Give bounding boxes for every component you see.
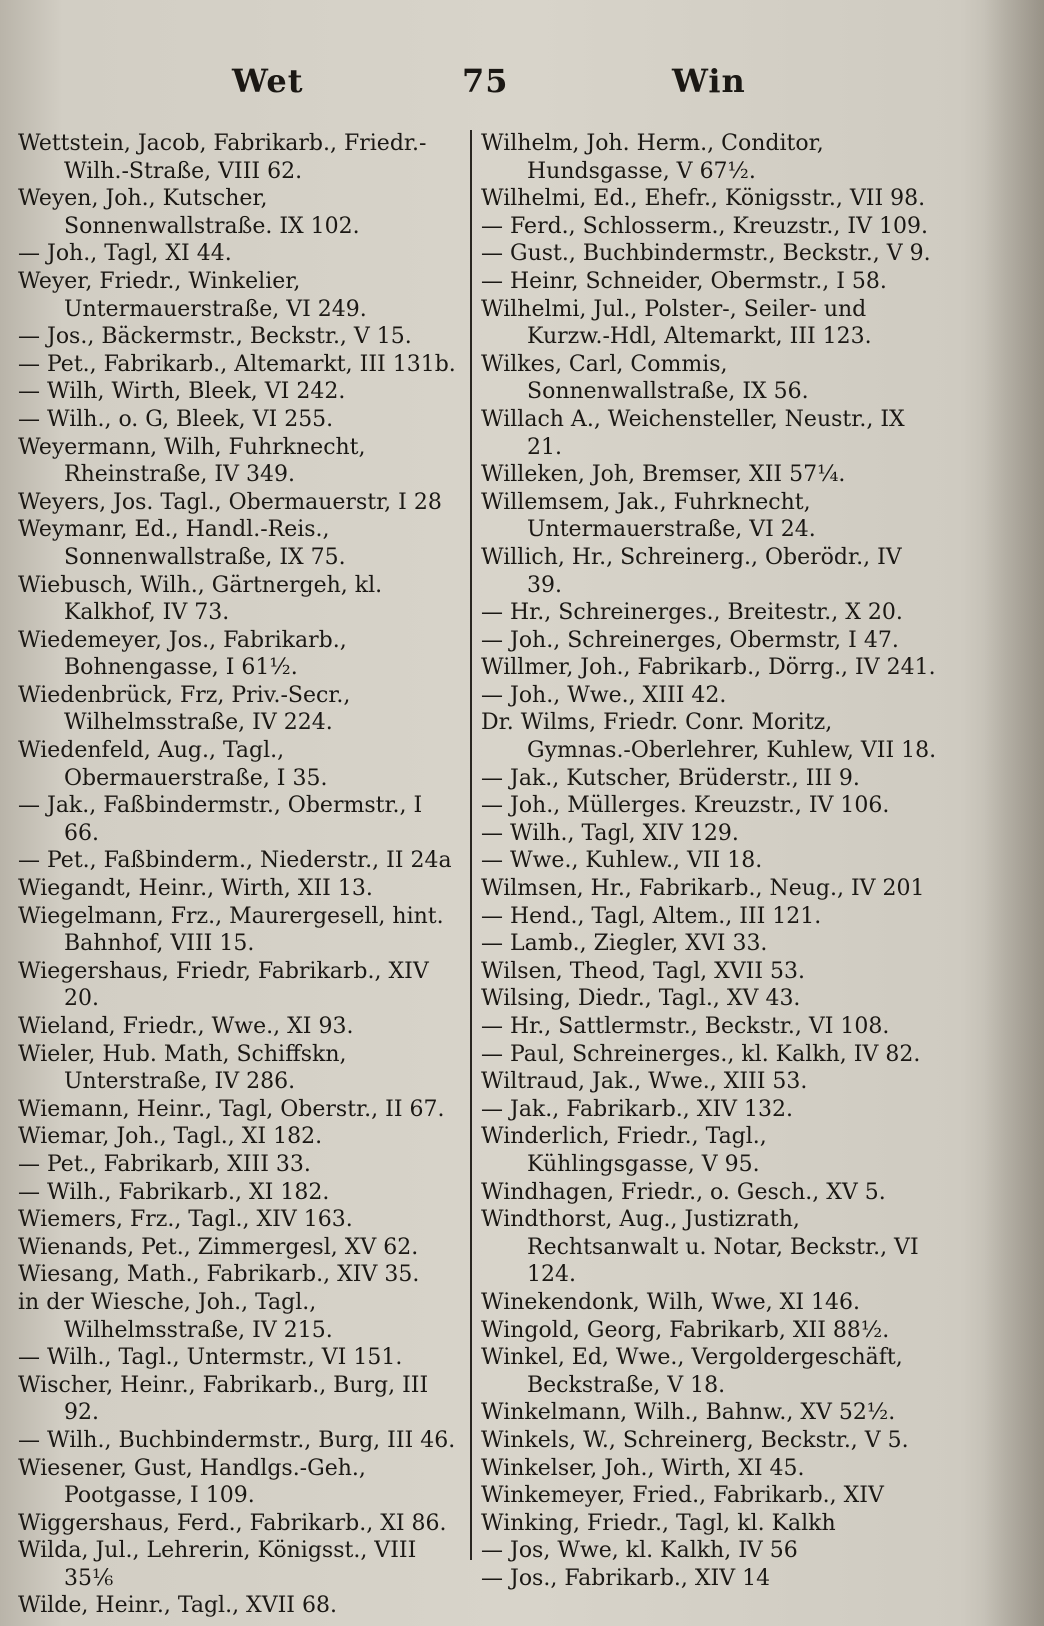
directory-entry: — Jos, Wwe, kl. Kalkh, IV 56	[481, 1538, 798, 1564]
directory-entry: Wilsing, Diedr., Tagl., XV 43.	[481, 986, 801, 1012]
directory-entry: Wiesener, Gust, Handlgs.-Geh., Pootgasse, I 109.	[18, 1455, 366, 1509]
directory-entry: Wilde, Heinr., Tagl., XVII 68.	[18, 1593, 337, 1619]
directory-entry: Wiedemeyer, Jos., Fabrikarb., Bohnengasse, I 61½.	[18, 627, 347, 681]
directory-entry: Wettstein, Jacob, Fabrikarb., Friedr.-Wilh.-Straße, VIII 62.	[18, 131, 427, 184]
directory-entry: Wiegelmann, Frz., Maurergesell, hint. Bahnhof, VIII 15.	[18, 903, 444, 957]
directory-entry: — Ferd., Schlosserm., Kreuzstr., IV 109.	[481, 213, 928, 239]
directory-entry: Wiegershaus, Friedr, Fabrikarb., XIV 20.	[18, 958, 429, 1012]
directory-entry: Winkel, Ed, Wwe., Vergoldergeschäft, Beckstraße, V 18.	[481, 1345, 903, 1398]
directory-entry: — Pet., Fabrikarb., Altemarkt, III 131b.	[18, 351, 456, 377]
directory-entry: Wiemann, Heinr., Tagl, Oberstr., II 67.	[18, 1096, 445, 1122]
directory-entry: Wilhelm, Joh. Herm., Conditor, Hundsgasse, V 67½.	[481, 131, 824, 184]
directory-entry: Winkels, W., Schreinerg, Beckstr., V 5.	[481, 1427, 909, 1453]
directory-entry: Weyen, Joh., Kutscher, Sonnenwallstraße. IX 102.	[18, 186, 360, 239]
directory-entry: — Hr., Sattlermstr., Beckstr., VI 108.	[481, 1014, 890, 1039]
directory-entry: Wienands, Pet., Zimmergesl, XV 62.	[18, 1234, 419, 1260]
directory-entry: — Paul, Schreinerges., kl. Kalkh, IV 82.	[481, 1041, 921, 1067]
page-header	[0, 62, 1044, 112]
right-column	[481, 130, 941, 1591]
directory-entry: Wiegandt, Heinr., Wirth, XII 13.	[18, 876, 373, 902]
directory-entry: Wilhelmi, Jul., Polster-, Seiler- und Kurzw.-Hdl, Altemarkt, III 123.	[481, 296, 872, 350]
directory-entry: Wiedenfeld, Aug., Tagl., Obermauerstraße, I 35.	[18, 738, 328, 791]
directory-entry: Wiedenbrück, Frz, Priv.-Secr., Wilhelmsstraße, IV 224.	[18, 682, 351, 736]
directory-entry: Wiebusch, Wilh., Gärtnergeh, kl. Kalkhof, IV 73.	[18, 572, 383, 626]
directory-entry: — Lamb., Ziegler, XVI 33.	[481, 931, 768, 957]
directory-entry: Wilsen, Theod, Tagl, XVII 53.	[481, 958, 806, 984]
directory-entry: — Joh., Tagl, XI 44.	[18, 241, 232, 267]
directory-entry: — Wilh., Fabrikarb., XI 182.	[18, 1179, 330, 1205]
directory-entry: — Joh., Wwe., XIII 42.	[481, 682, 727, 708]
directory-entry: — Pet., Faßbinderm., Niederstr., II 24a	[18, 848, 452, 874]
directory-entry: Weymanr, Ed., Handl.-Reis., Sonnenwallstraße, IX 75.	[18, 517, 346, 570]
directory-entry: Winekendonk, Wilh, Wwe, XI 146.	[481, 1289, 861, 1315]
directory-entry: — Jos., Fabrikarb., XIV 14	[481, 1565, 771, 1591]
directory-entry: Weyers, Jos. Tagl., Obermauerstr, I 28	[18, 489, 442, 515]
directory-entry: — Wwe., Kuhlew., VII 18.	[481, 848, 763, 874]
directory-entry: Wiltraud, Jak., Wwe., XIII 53.	[481, 1069, 808, 1095]
page-number: 75	[462, 62, 509, 100]
directory-entry: — Pet., Fabrikarb, XIII 33.	[18, 1151, 311, 1177]
directory-entry: — Jos., Bäckermstr., Beckstr., V 15.	[18, 324, 412, 350]
header-right-keyword: Win	[672, 62, 746, 100]
directory-entry: Willach A., Weichensteller, Neustr., IX 21.	[481, 406, 905, 460]
directory-entry: Wiemers, Frz., Tagl., XIV 163.	[18, 1207, 353, 1233]
directory-entry: Winkelmann, Wilh., Bahnw., XV 52½.	[481, 1400, 896, 1426]
directory-entry: Wiesang, Math., Fabrikarb., XIV 35.	[18, 1262, 420, 1288]
directory-entry: — Jak., Faßbindermstr., Obermstr., I 66.	[18, 793, 423, 846]
directory-entry: Windthorst, Aug., Justizrath, Rechtsanwalt u. Notar, Beckstr., VI 124.	[481, 1207, 919, 1288]
left-column	[18, 130, 463, 1619]
directory-entry: Willmer, Joh., Fabrikarb., Dörrg., IV 241.	[481, 655, 936, 681]
directory-entry: — Joh., Müllerges. Kreuzstr., IV 106.	[481, 793, 890, 819]
directory-entry: Wilda, Jul., Lehrerin, Königsst., VIII 35⅙	[18, 1538, 417, 1591]
directory-entry: Wiemar, Joh., Tagl., XI 182.	[18, 1124, 323, 1150]
directory-entry: — Wilh., Tagl, XIV 129.	[481, 820, 739, 846]
column-divider	[470, 130, 472, 1560]
directory-entry: Winkelser, Joh., Wirth, XI 45.	[481, 1455, 805, 1481]
directory-entry: Wilhelmi, Ed., Ehefr., Königsstr., VII 98.	[481, 186, 926, 212]
directory-entry: — Joh., Schreinerges, Obermstr, I 47.	[481, 627, 899, 653]
directory-entry: Willemsem, Jak., Fuhrknecht, Untermauerstraße, VI 24.	[481, 489, 816, 543]
directory-entry: Winkemeyer, Fried., Fabrikarb., XIV	[481, 1483, 884, 1509]
directory-entry: in der Wiesche, Joh., Tagl., Wilhelmsstraße, IV 215.	[18, 1289, 333, 1343]
directory-entry: Dr. Wilms, Friedr. Conr. Moritz, Gymnas.-Oberlehrer, Kuhlew, VII 18.	[481, 710, 937, 764]
directory-entry: Wiggershaus, Ferd., Fabrikarb., XI 86.	[18, 1510, 447, 1536]
page-edge-shadow	[984, 0, 1044, 1626]
directory-entry: — Jak., Kutscher, Brüderstr., III 9.	[481, 765, 860, 791]
directory-entry: — Wilh., o. G, Bleek, VI 255.	[18, 406, 334, 432]
directory-entry: — Wilh., Tagl., Untermstr., VI 151.	[18, 1345, 403, 1371]
directory-entry: Winderlich, Friedr., Tagl., Kühlingsgasse, V 95.	[481, 1124, 767, 1177]
directory-entry: Wingold, Georg, Fabrikarb, XII 88½.	[481, 1317, 890, 1343]
directory-entry: — Jak., Fabrikarb., XIV 132.	[481, 1096, 794, 1122]
directory-entry: — Wilh, Wirth, Bleek, VI 242.	[18, 379, 346, 405]
directory-entry: — Wilh., Buchbindermstr., Burg, III 46.	[18, 1427, 456, 1453]
directory-entry: Winking, Friedr., Tagl, kl. Kalkh	[481, 1510, 836, 1536]
directory-entry: Weyermann, Wilh, Fuhrknecht, Rheinstraße, IV 349.	[18, 434, 366, 488]
directory-entry: Wilkes, Carl, Commis, Sonnenwallstraße, IX 56.	[481, 351, 809, 405]
directory-entry: Wischer, Heinr., Fabrikarb., Burg, III 92.	[18, 1372, 429, 1426]
directory-entry: Wieland, Friedr., Wwe., XI 93.	[18, 1014, 354, 1039]
directory-entry: Weyer, Friedr., Winkelier, Untermauerstraße, VI 249.	[18, 268, 367, 322]
directory-entry: Willeken, Joh, Bremser, XII 57¼.	[481, 462, 846, 488]
header-left-keyword: Wet	[232, 62, 304, 100]
directory-entry: — Gust., Buchbindermstr., Beckstr., V 9.	[481, 241, 931, 267]
directory-entry: — Hend., Tagl, Altem., III 121.	[481, 903, 822, 929]
directory-entry: Windhagen, Friedr., o. Gesch., XV 5.	[481, 1179, 886, 1205]
directory-entry: Willich, Hr., Schreinerg., Oberödr., IV 39.	[481, 544, 902, 598]
directory-entry: Wilmsen, Hr., Fabrikarb., Neug., IV 201	[481, 876, 925, 902]
directory-entry: Wieler, Hub. Math, Schiffskn, Unterstraße, IV 286.	[18, 1041, 347, 1095]
directory-entry: — Heinr, Schneider, Obermstr., I 58.	[481, 268, 887, 294]
directory-entry: — Hr., Schreinerges., Breitestr., X 20.	[481, 600, 903, 626]
